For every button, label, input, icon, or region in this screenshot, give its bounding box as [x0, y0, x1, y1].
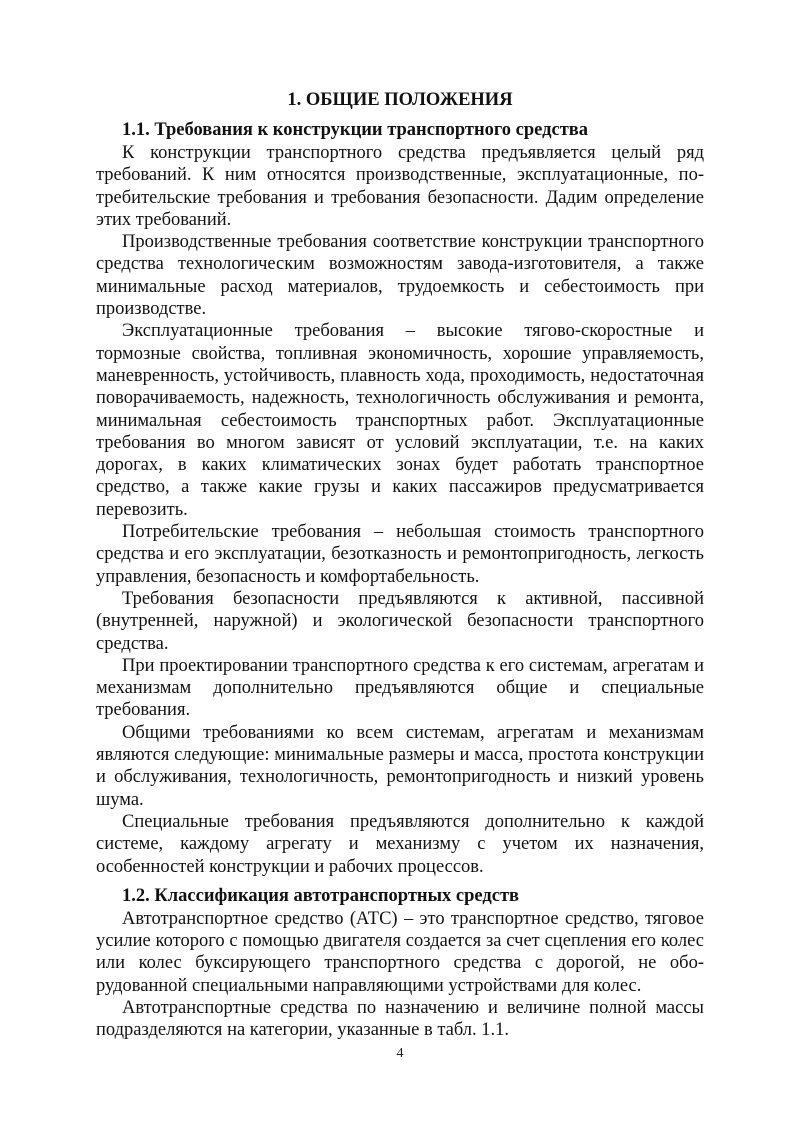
paragraph: При проектировании транспортного средства к его системам, агрегатам и механизмам дополнительно предъявляются общие и специальные требования. — [96, 655, 704, 721]
page-number: 4 — [396, 1046, 404, 1061]
document-page — [96, 88, 704, 1042]
chapter-title: 1. ОБЩИЕ ПОЛОЖЕНИЯ — [287, 90, 513, 110]
paragraph: Общими требованиями ко всем системам, агрегатам и механизмам являются следующие: минимальные размеры и масса, простота конструкции и обслуживания, технологичность, ремонтопригодность и низкий уровень шума. — [96, 722, 704, 810]
paragraph: Автотранспортное средство (АТС) – это транспортное средство, тяговое усилие которого с помощью двигателя создается за счет сцепления его колес или колес буксирующего транспортного средства с дорогой, не оборудованной специальными направляющими устройствами для колес. — [96, 908, 704, 996]
section-title-classification: 1.2. Классификация автотранспортных средств — [122, 885, 520, 906]
paragraph: Специальные требования предъявляются дополнительно к каждой системе, каждому агрегату и механизму с учетом их назначения, особенностей конструкции и рабочих процессов. — [96, 811, 704, 877]
paragraph: Автотранспортные средства по назначению и величине полной массы подразделяются на категории, указанные в табл. 1.1. — [96, 997, 704, 1041]
paragraph: Эксплуатационные требования – высокие тягово-скоростные и тормозные свойства, топливная экономичность, хорошие управляемость, маневренность, устойчивость, плавность хода, проходимость, недостаточная поворачиваемость, надежность, технологичность обслуживания и ремонта, минимальная себестоимость транспортных работ. Эксплуатационные требования во многом зависят от условий эксплуатации, т.е. на каких дорогах, в каких климатических зонах будет работать транспортное средство, а также какие грузы и каких пассажиров предусматривается перевозить. — [96, 321, 704, 520]
paragraph: Потребительские требования – небольшая стоимость транспортного средства и его эксплуатации, безотказность и ремонтопригодность, легкость управления, безопасность и комфортабельность. — [96, 522, 704, 587]
paragraph: Требования безопасности предъявляются к активной, пассивной (внутренней, наружной) и экологической безопасности транспортного средства. — [96, 588, 704, 654]
section-title-requirements: 1.1. Требования к конструкции транспортного средства — [122, 120, 589, 140]
paragraph: Производственные требования соответствие конструкции транспортного средства технологическим возможностям завода-изготовителя, а также минимальные расход материалов, трудоемкость и себестоимость при производстве. — [96, 232, 704, 320]
paragraph: К конструкции транспортного средства предъявляется целый ряд требований. К ним относятся производственные, эксплуатационные, потребительские требования и требования безопасности. Дадим определение этих требований. — [96, 143, 704, 230]
